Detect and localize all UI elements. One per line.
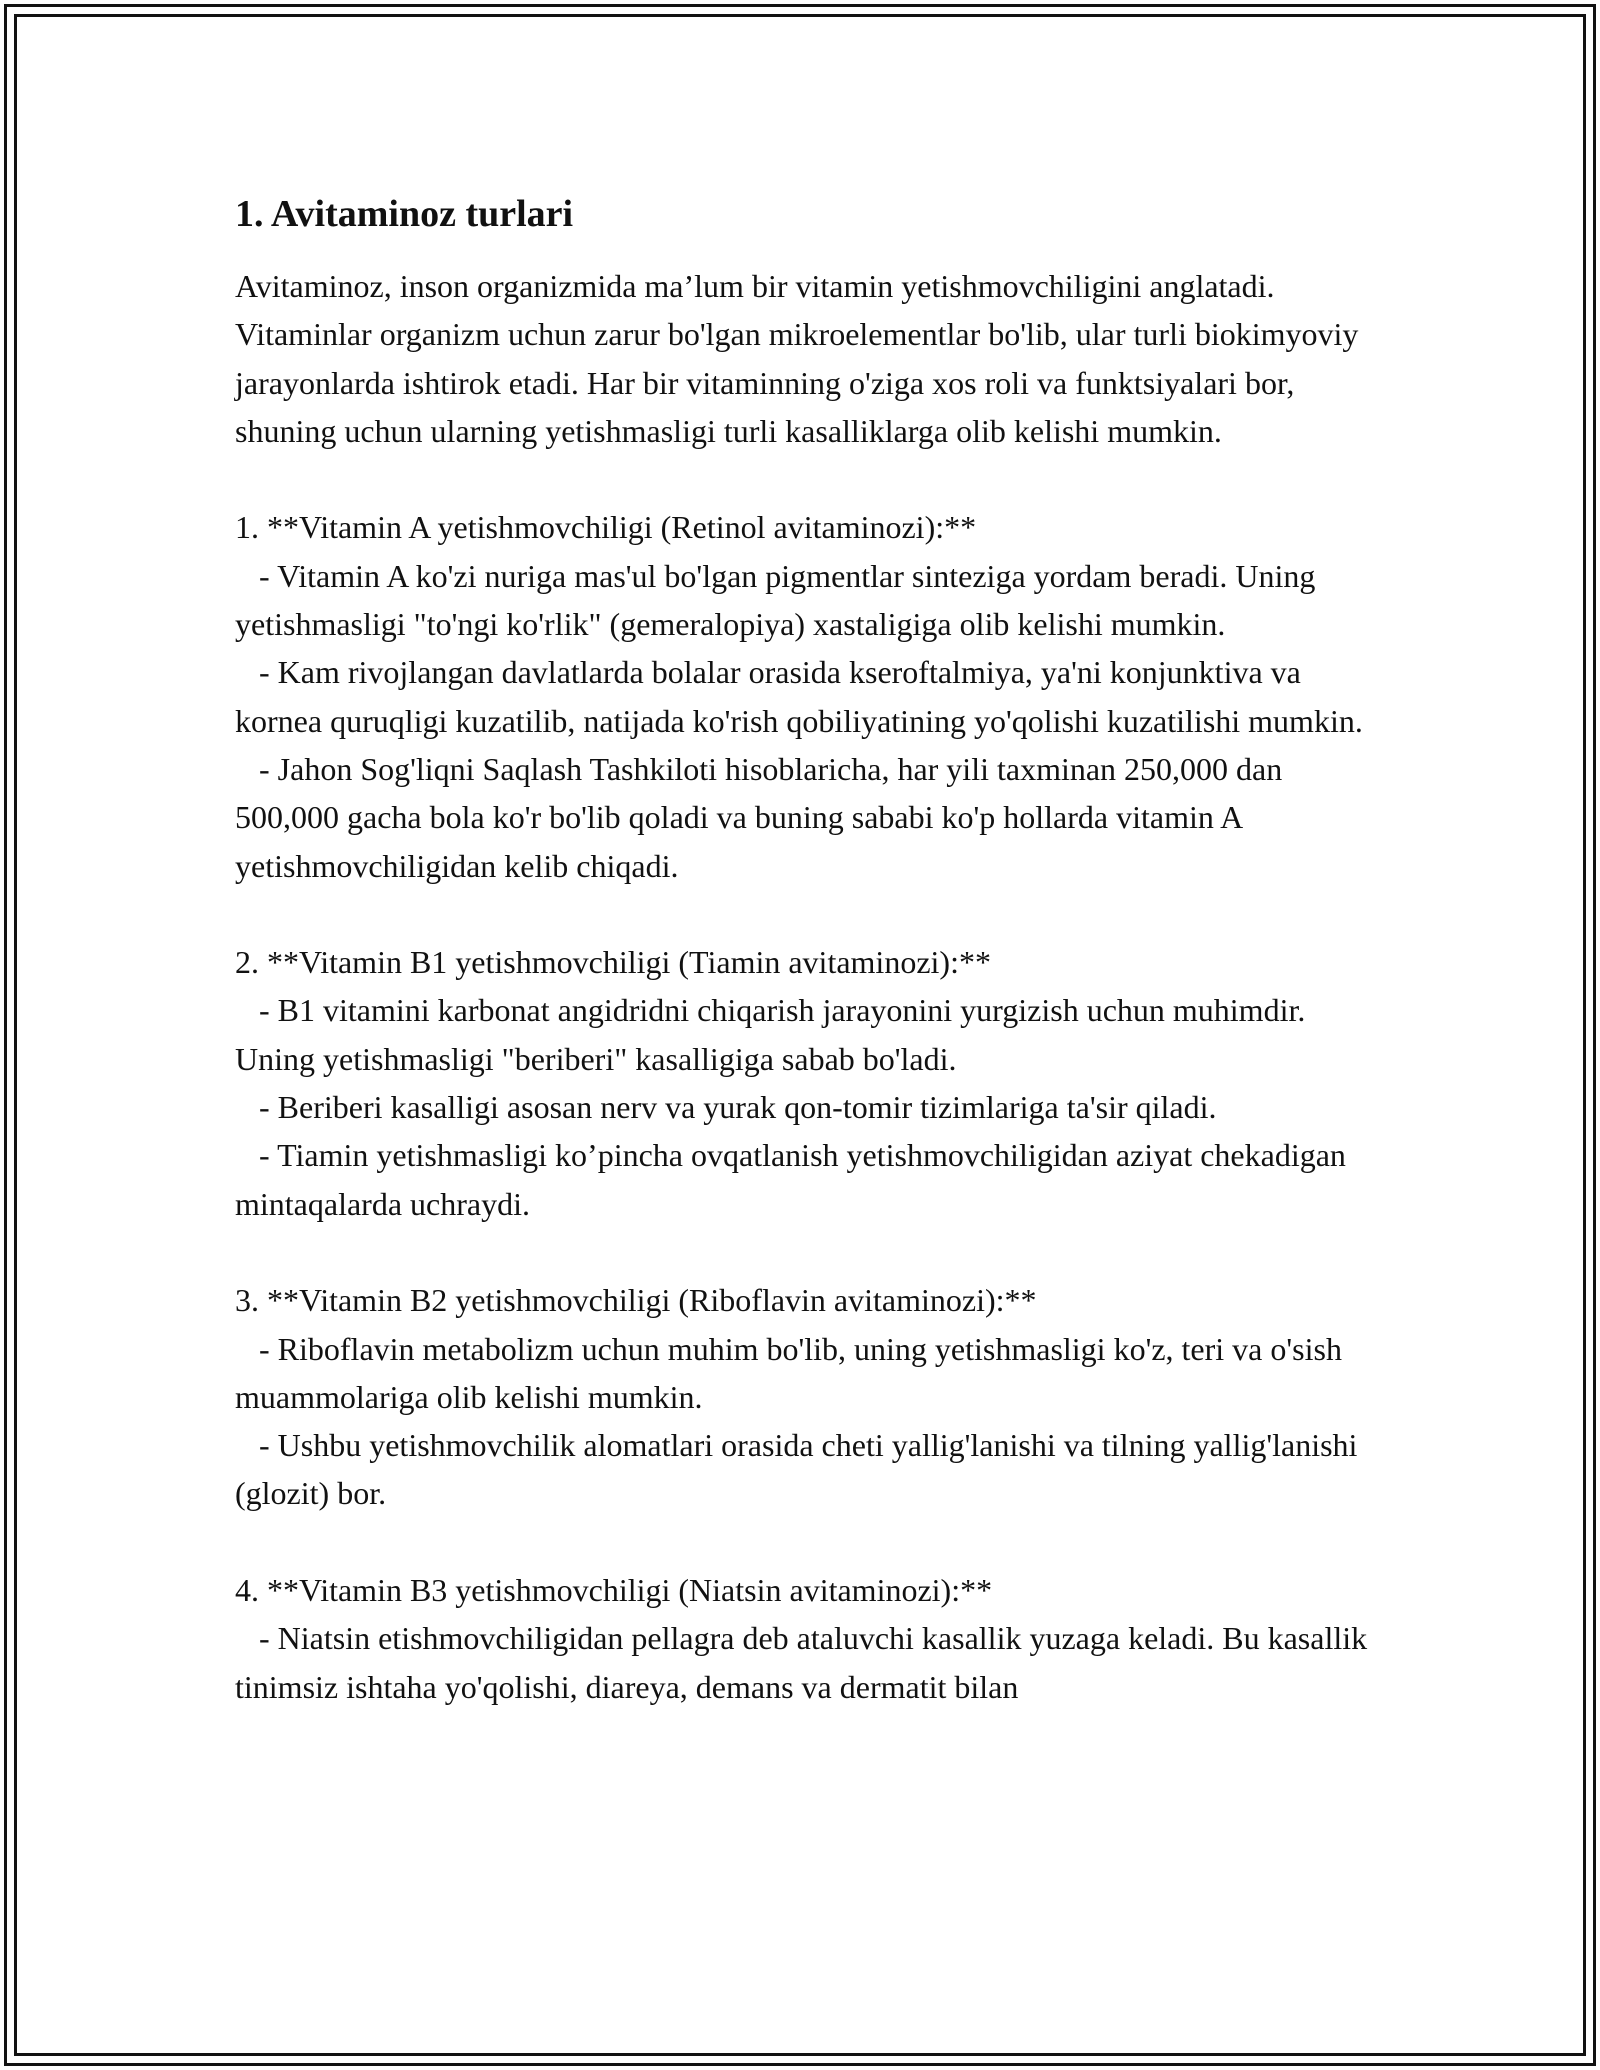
document-content	[235, 188, 1375, 1711]
section-heading: 1. Avitaminoz turlari	[235, 193, 574, 235]
body-text: Avitaminoz, inson organizmida ma’lum bir vitamin yetishmovchiligini anglatadi. Vitaminlar organizm uchun zarur bo'lgan mikroelementlar bo'lib, ular turli biokimyoviy jarayonlarda ishtirok etadi. Har bir vitaminning o'ziga xos roli va funktsiyalari bor, shuning uchun ularning yetishmasligi turli kasalliklarga olib kelishi mumkin. 1. **Vitamin A yetishmovchiligi (Retinol avitaminozi):** - Vitamin A ko'zi nuriga mas'ul bo'lgan pigmentlar sinteziga yordam beradi. Uning yetishmasligi "to'ngi ko'rlik" (gemeralopiya) xastaligiga olib kelishi mumkin. - Kam rivojlangan davlatlarda bolalar orasida kseroftalmiya, ya'ni konjunktiva va kornea quruqligi kuzatilib, natijada ko'rish qobiliyatining yo'qolishi kuzatilishi mumkin. - Jahon Sog'liqni Saqlash Tashkiloti hisoblaricha, har yili taxminan 250,000 dan 500,000 gacha bola ko'r bo'lib qoladi va buning sababi ko'p hollarda vitamin A yetishmovchiligidan kelib chiqadi. 2. **Vitamin B1 yetishmovchiligi (Tiamin avitaminozi):** - B1 vitamini karbonat angidridni chiqarish jarayonini yurgizish uchun muhimdir. Uning yetishmasligi "beriberi" kasalligiga sabab bo'ladi. - Beriberi kasalligi asosan nerv va yurak qon-tomir tizimlariga ta'sir qiladi. - Tiamin yetishmasligi ko’pincha ovqatlanish yetishmovchiligidan aziyat chekadigan mintaqalarda uchraydi. 3. **Vitamin B2 yetishmovchiligi (Riboflavin avitaminozi):** - Riboflavin metabolizm uchun muhim bo'lib, uning yetishmasligi ko'z, teri va o'sish muammolariga olib kelishi mumkin. - Ushbu yetishmovchilik alomatlari orasida cheti yallig'lanishi va tilning yallig'lanishi (glozit) bor. 4. **Vitamin B3 yetishmovchiligi (Niatsin avitaminozi):** - Niatsin etishmovchiligidan pellagra deb ataluvchi kasallik yuzaga keladi. Bu kasallik tinimsiz ishtaha yo'qolishi, diareya, demans va dermatit bilan	[235, 268, 1368, 1705]
